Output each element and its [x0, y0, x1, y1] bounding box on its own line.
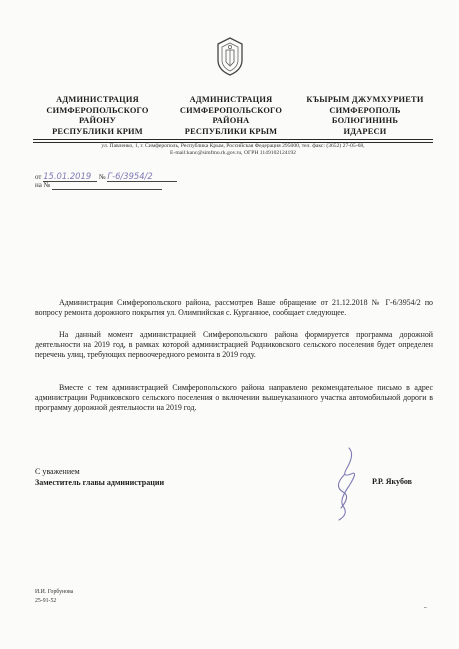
registration-number-label: № [98, 173, 106, 181]
executor-name: И.И. Горбунова [35, 589, 74, 595]
organization-address: ул. Павленко, 1, г. Симферополь, Республика Крым, Российская Федерация 295000, тел. факс: (3652) 27-05-68, E-mail:kanc@simfmo.rk.gov.ru, ОГРН 1149102124192 [101, 143, 365, 157]
executor-phone: 25-91-52 [35, 598, 57, 604]
closing-greeting: С уважением [35, 467, 80, 476]
body-paragraph-1: Администрация Симферопольского района, рассмотрев Ваше обращение от 21.12.2018 № Г-6/3954/2 по вопросу ремонта дорожного покрытия ул. Олимпийская с. Курганное, сообщает следующее. [35, 298, 433, 318]
header-right-crimean-tatar: КЪЫРЫМ ДЖУМХУРИЕТИ СИМФЕРОПОЛЬ БОЛЮГИНИНЬ ИДАРЕСИ [306, 95, 424, 136]
signer-name: Р.Р. Якубов [372, 477, 412, 486]
closing-block [35, 466, 164, 488]
executor-block [35, 588, 73, 606]
registration-to-label: на № [35, 181, 51, 189]
header-left-ukrainian: АДМИНИСТРАЦИЯ СИМФЕРОПОЛЬСКОГО РАЙОНУ РЕСПУБЛИКИ КРИМ [46, 95, 149, 136]
handwritten-signature [325, 444, 365, 524]
header-divider [33, 139, 433, 140]
registration-from-label: от [35, 173, 42, 181]
body-paragraph-2: На данный момент администрацией Симферопольского района формируется программа дорожной деятельности на 2019 год, в рамках которой администрацией Родниковского сельского поселения будет определен перечень улиц, требующих первоочередного ремонта в 2019 году. [35, 330, 433, 360]
registration-reply-line [35, 181, 162, 190]
body-paragraph-3: Вместе с тем администрацией Симферопольского района направлено рекомендательное письмо в адрес администрации Родниковского сельского поселения о включении вышеуказанного участка автомобильной дороги в программу дорожной деятельности на 2019 год. [35, 383, 433, 413]
registration-number: Г-6/3954/2 [107, 171, 153, 181]
registration-date: 15.01.2019 [43, 171, 92, 181]
signer-position: Заместитель главы администрации [35, 478, 165, 487]
page-mark: •• [424, 605, 427, 610]
header-center-russian: АДМИНИСТРАЦИЯ СИМФЕРОПОЛЬСКОГО РАЙОНА РЕСПУБЛИКИ КРЫМ [179, 95, 283, 136]
coat-of-arms-emblem [215, 36, 245, 76]
